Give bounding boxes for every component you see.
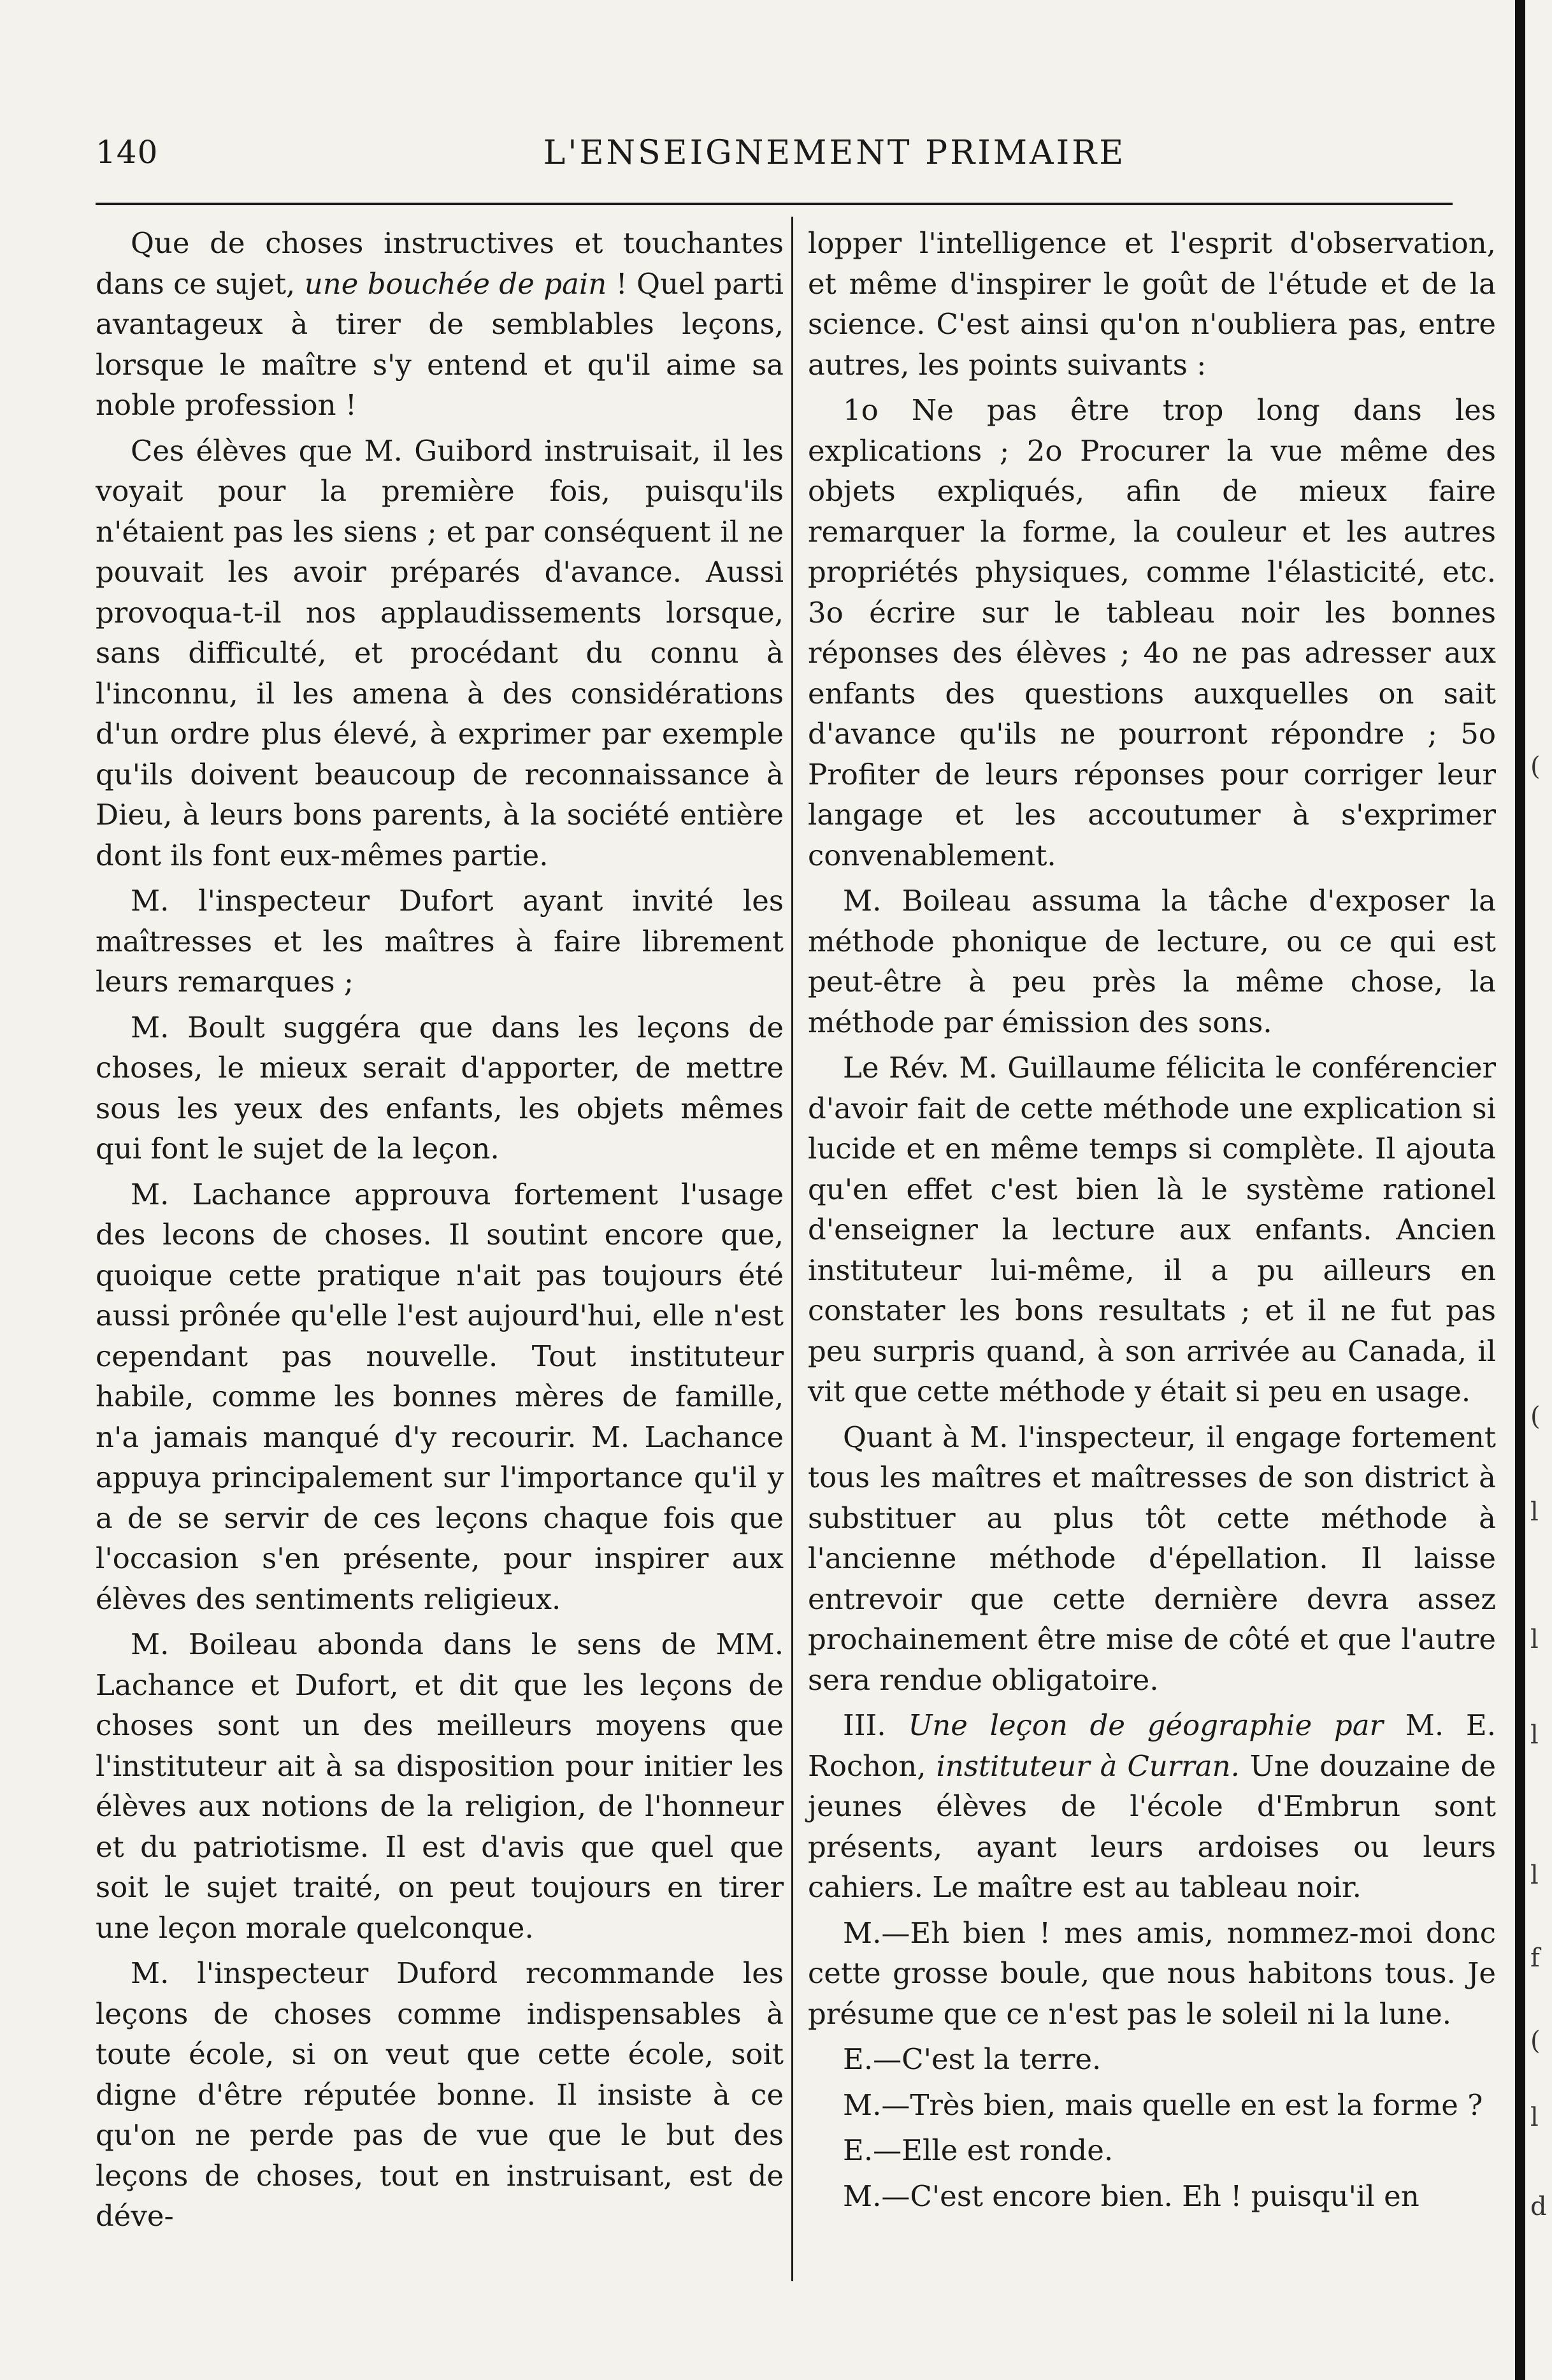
page-binding-edge — [1515, 0, 1525, 2380]
paragraph: 1o Ne pas être trop long dans les explications ; 2o Procurer la vue même des objets expliqués, afin de mieux faire remarquer la forme, la couleur et les autres propriétés physiques, comme l'élasticité, etc. 3o écrire sur le tableau noir les bonnes réponses des élèves ; 4o ne pas adresser aux enfants des questions auxquelles on sait d'avance qu'ils ne pourront répondre ; 5o Profiter de leurs réponses pour corriger leur langage et les accoutumer à s'exprimer convenablement. — [808, 393, 1496, 872]
paragraph: M. Boileau assuma la tâche d'exposer la méthode phonique de lecture, ou ce qui est peut-être à peu près la même chose, la méthode par émission des sons. — [808, 884, 1496, 1039]
header-rule — [96, 203, 1453, 205]
paragraph: M. l'inspecteur Dufort ayant invité les maîtresses et les maîtres à faire librement leurs remarques ; — [96, 884, 784, 999]
edge-fragment: l — [1530, 1497, 1539, 1527]
dialogue-line: M.—Très bien, mais quelle en est la forme ? — [843, 2088, 1483, 2122]
dialogue-line: M.—Eh bien ! mes amis, nommez-moi donc cette grosse boule, que nous habitons tous. Je présume que ce n'est pas le soleil ni la lune. — [808, 1915, 1496, 2031]
edge-fragment: l — [1530, 1720, 1539, 1750]
edge-fragment: f — [1530, 1944, 1540, 1973]
edge-fragment: d — [1530, 2192, 1547, 2221]
right-column — [808, 223, 1496, 2262]
paragraph: Ces élèves que M. Guibord instruisait, il les voyait pour la première fois, puisqu'ils n'étaient pas les siens ; et par conséquent il ne pouvait les avoir préparés d'avance. Aussi provoqua-t-il nos applaudissements lorsque, sans difficulté, et procédant du connu à l'inconnu, il les amena à des considérations d'un ordre plus élevé, à exprimer par exemple qu'ils doivent beaucoup de reconnaissance à Dieu, à leurs bons parents, à la société entière dont ils font eux-mêmes partie. — [96, 433, 784, 872]
edge-fragment: ( — [1530, 2026, 1541, 2056]
paragraph: M. Boileau abonda dans le sens de MM. Lachance et Dufort, et dit que les leçons de choses sont un des meilleurs moyens que l'instituteur ait à sa disposition pour initier les élèves aux notions de la religion, de l'honneur et du patriotisme. Il est d'avis que quel que soit le sujet traité, on peut toujours en tirer une leçon morale quelconque. — [96, 1627, 784, 1945]
edge-fragment: ( — [1530, 1402, 1541, 1431]
section-heading-paragraph: III. Une leçon de géographie par M. E. Rochon, instituteur à Curran. Une douzaine de jeunes élèves de l'école d'Embrun sont présents, ayant leurs ardoises ou leurs cahiers. Le maître est au tableau noir. — [808, 1708, 1497, 1904]
edge-fragment: l — [1530, 1625, 1539, 1654]
dialogue-line: E.—Elle est ronde. — [843, 2133, 1114, 2167]
column-rule — [791, 217, 793, 2281]
page-header — [96, 127, 1453, 178]
paragraph: Le Rév. M. Guillaume félicita le conférencier d'avoir fait de cette méthode une explication si lucide et en même temps si complète. Il ajouta qu'en effet c'est bien là le système rationel d'enseigner la lecture aux enfants. Ancien instituteur lui-même, il a pu ailleurs en constater les bons resultats ; et il ne fut pas peu surpris quand, à son arrivée au Canada, il vit que cette méthode y était si peu en usage. — [808, 1051, 1496, 1408]
dialogue-line: M.—C'est encore bien. Eh ! puisqu'il en — [843, 2179, 1419, 2213]
paragraph: Que de choses instructives et touchantes dans ce sujet, une bouchée de pain ! Quel parti avantageux à tirer de semblables leçons, lorsque le maître s'y entend et qu'il aime sa noble profession ! — [96, 226, 784, 422]
edge-fragment: ( — [1530, 752, 1541, 781]
paragraph: Quant à M. l'inspecteur, il engage fortement tous les maîtres et maîtresses de son district à substituer au plus tôt cette méthode à l'ancienne méthode d'épellation. Il laisse entrevoir que cette dernière devra assez prochainement être mise de côté et que l'autre sera rendue obligatoire. — [808, 1420, 1496, 1697]
paragraph: M. Boult suggéra que dans les leçons de choses, le mieux serait d'apporter, de mettre sous les yeux des enfants, les objets mêmes qui font le sujet de la leçon. — [96, 1010, 784, 1165]
paragraph: M. l'inspecteur Duford recommande les leçons de choses comme indispensables à toute école, si on veut que cette école, soit digne d'être réputée bonne. Il insiste à ce qu'on ne perde pas de vue que le but des leçons de choses, tout en instruisant, est de déve- — [96, 1956, 784, 2233]
page-number: 140 — [96, 134, 159, 171]
paragraph: lopper l'intelligence et l'esprit d'observation, et même d'inspirer le goût de l'étude et de la science. C'est ainsi qu'on n'oubliera pas, entre autres, les points suivants : — [808, 226, 1496, 382]
dialogue-line: E.—C'est la terre. — [843, 2042, 1102, 2076]
edge-fragment: l — [1530, 2103, 1539, 2132]
edge-fragment: l — [1530, 1861, 1539, 1890]
paragraph: M. Lachance approuva fortement l'usage des lecons de choses. Il soutint encore que, quoique cette pratique n'ait pas toujours été aussi prônée qu'elle l'est aujourd'hui, elle n'est cependant pas nouvelle. Tout instituteur habile, comme les bonnes mères de famille, n'a jamais manqué d'y recourir. M. Lachance appuya principalement sur l'importance qu'il y a de se servir de ces leçons chaque fois que l'occasion s'en présente, pour inspirer aux élèves des sentiments religieux. — [96, 1177, 784, 1616]
left-column — [96, 223, 784, 2262]
running-title: L'ENSEIGNEMENT PRIMAIRE — [543, 134, 1126, 172]
